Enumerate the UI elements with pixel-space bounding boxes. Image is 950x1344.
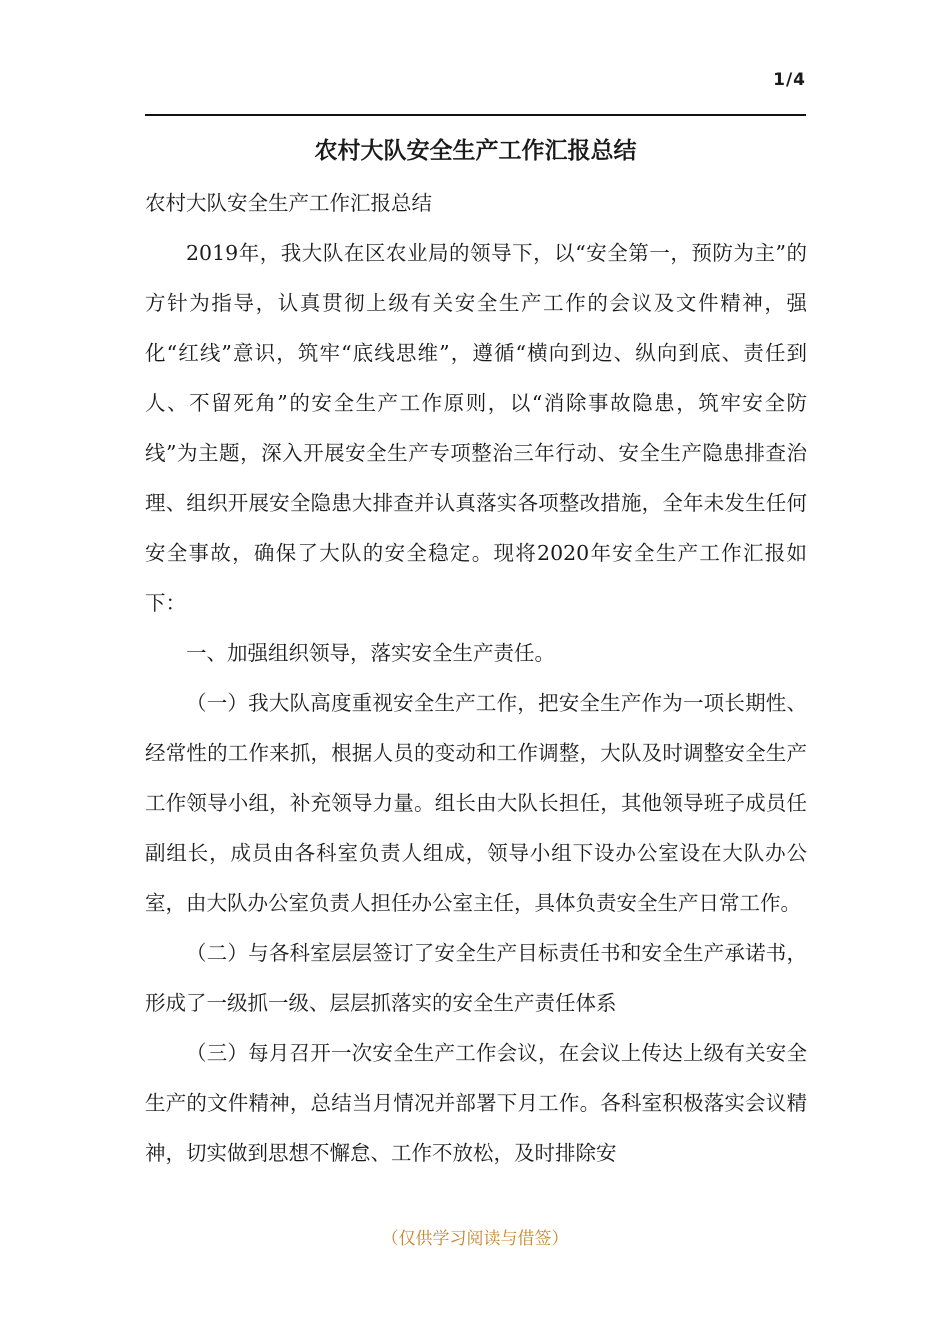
body-paragraph: （一）我大队高度重视安全生产工作，把安全生产作为一项长期性、经常性的工作来抓，根据人员的变动和工作调整，大队及时调整安全生产工作领导小组，补充领导力量。组长由大队长担任，其他领导班子成员任副组长，成员由各科室负责人组成，领导小组下设办公室设在大队办公室，由大队办公室负责人担任办公室主任，具体负责安全生产日常工作。 (145, 691, 807, 915)
body-paragraph: （二）与各科室层层签订了安全生产目标责任书和安全生产承诺书，形成了一级抓一级、层层抓落实的安全生产责任体系 (145, 941, 807, 1015)
document-title: 农村大队安全生产工作汇报总结 (314, 138, 637, 164)
document-body (145, 178, 807, 1178)
subtitle-paragraph: 农村大队安全生产工作汇报总结 (145, 191, 432, 215)
body-paragraph: （三）每月召开一次安全生产工作会议，在会议上传达上级有关安全生产的文件精神，总结当月情况并部署下月工作。各科室积极落实会议精神，切实做到思想不懈怠、工作不放松，及时排除安 (145, 1041, 807, 1165)
page-number: 1/4 (773, 70, 806, 90)
header-divider (145, 114, 806, 116)
intro-paragraph: 2019年，我大队在区农业局的领导下，以“安全第一，预防为主”的方针为指导，认真贯彻上级有关安全生产工作的会议及文件精神，强化“红线”意识，筑牢“底线思维”，遵循“横向到边、纵向到底、责任到人、不留死角”的安全生产工作原则，以“消除事故隐患，筑牢安全防线”为主题，深入开展安全生产专项整治三年行动、安全生产隐患排查治理、组织开展安全隐患大排查并认真落实各项整改措施，全年未发生任何安全事故，确保了大队的安全稳定。现将2020年安全生产工作汇报如下： (145, 241, 807, 615)
footer-note: （仅供学习阅读与借签） (381, 1229, 569, 1249)
section-heading: 一、加强组织领导，落实安全生产责任。 (186, 641, 555, 665)
